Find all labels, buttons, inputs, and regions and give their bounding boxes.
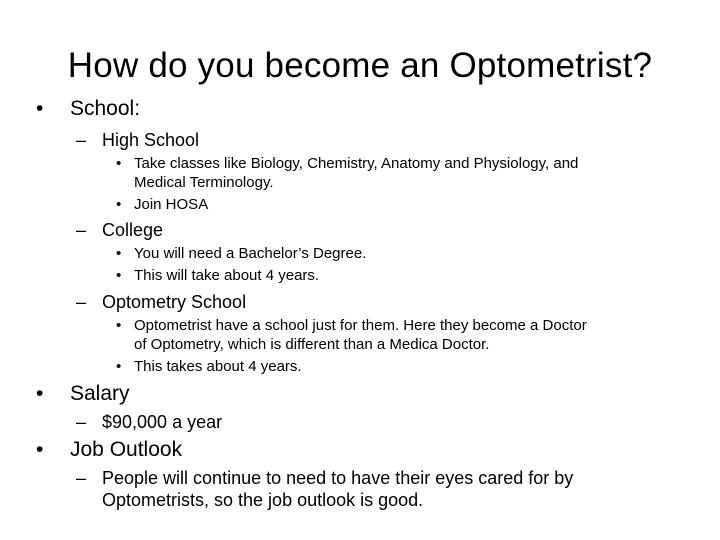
list-item: This will take about 4 years. [134, 267, 320, 284]
dash-marker: – [76, 468, 87, 488]
subsection-college-label: College [102, 220, 164, 240]
list-item-continuation: of Optometry, which is different than a Medica Doctor. [134, 336, 490, 353]
subsection-high-school-label: High School [102, 130, 200, 150]
bullet-marker: • [116, 317, 122, 334]
section-job-outlook-label: Job Outlook [70, 438, 183, 461]
list-item: You will need a Bachelor’s Degree. [134, 245, 367, 262]
list-item: This takes about 4 years. [134, 358, 302, 375]
list-item-continuation: Medical Terminology. [134, 174, 274, 191]
section-school-label: School: [70, 97, 141, 120]
list-item: Join HOSA [134, 196, 209, 213]
dash-marker: – [76, 412, 87, 432]
bullet-marker: • [116, 267, 122, 284]
section-salary-label: Salary [70, 382, 130, 405]
salary-value: $90,000 a year [102, 412, 223, 432]
list-item: Take classes like Biology, Chemistry, Anatomy and Physiology, and [134, 155, 579, 172]
dash-marker: – [76, 220, 87, 240]
bullet-marker: • [36, 438, 44, 461]
bullet-marker: • [36, 382, 44, 405]
bullet-marker: • [116, 155, 122, 172]
job-outlook-text-continuation: Optometrists, so the job outlook is good. [102, 490, 424, 510]
bullet-marker: • [116, 245, 122, 262]
slide-title: How do you become an Optometrist? [67, 46, 653, 85]
dash-marker: – [76, 292, 87, 312]
bullet-marker: • [36, 97, 44, 120]
job-outlook-text: People will continue to need to have their eyes cared for by [102, 468, 574, 488]
list-item: Optometrist have a school just for them. Here they become a Doctor [134, 317, 587, 334]
bullet-marker: • [116, 358, 122, 375]
subsection-optometry-school-label: Optometry School [102, 292, 247, 312]
bullet-marker: • [116, 196, 122, 213]
dash-marker: – [76, 130, 87, 150]
